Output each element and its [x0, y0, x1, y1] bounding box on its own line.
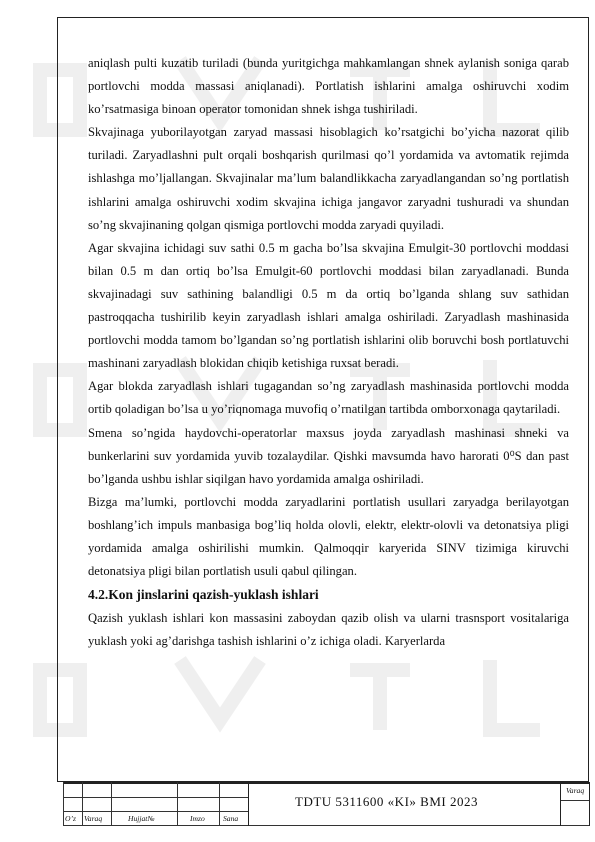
paragraph: Agar blokda zaryadlash ishlari tugagandan so’ng zaryadlash mashinasida portlovchi modda ortib qoladigan bo’lsa u yo’riqnomaga muvofiq o’rnatilgan tartibda omborxonaga qaytariladi.: [88, 379, 569, 417]
paragraph: Smena so’ngida haydovchi-operatorlar maxsus joyda zaryadlash mashinasi shneki va bunkerlarini suv yordamida yuvib tozalaydilar. Qishki mavsumda havo harorati 0⁰S dan past bo’lganda ushbu ishlar siqilgan havo yordamida amalga oshiriladi.: [88, 425, 569, 486]
paragraph: Skvajinaga yuborilayotgan zaryad massasi hisoblagich ko’rsatgichi bo’yicha nazorat qilib turiladi. Zaryadlashni pult orqali boshqarish qurilmasi qo’l yordamida va avtomatik rejimda ishlashga mo’ljallangan. Skvajinalar ma’lum balandlikkacha zaryadlangandan so’ng portlatish ishlarini amalga oshiruvchi xodim skvajina ichiga jangavor zaryadni tushuradi va shundan so’ng skvajinaning qolgan qismiga portlovchi modda zaryadi quyiladi.: [88, 125, 569, 232]
col-label-oz: O’z: [65, 814, 76, 823]
paragraph: Bizga ma’lumki, portlovchi modda zaryadlarini portlatish usullari zaryadga berilayotgan boshlang’ich impuls manbasiga bog’liq holda olovli, elektr, elektr-olovli va detonatsiya pligi yordamida amalga oshirilishi mumkin. Qalmoqqir karyerida SINV tizimiga kiruvchi detonatsiya pligi bilan portlatish usuli qabul qilingan.: [88, 494, 569, 579]
col-label-sana: Sana: [223, 814, 239, 823]
document-body: [88, 52, 569, 653]
col-label-imzo: Imzo: [190, 814, 205, 823]
sheet-label: Varaq: [566, 786, 585, 795]
paragraph: Agar skvajina ichidagi suv sathi 0.5 m gacha bo’lsa skvajina Emulgit-30 portlovchi moddasi bilan 0.5 m dan ortiq bo’lsa Emulgit-60 portlovchi moddasi bilan zaryadlanadi. Bunda skvajinadagi suv sathining balandligi 0.5 m da ortiq bo’lganda shlang suv sathidan pastroqqacha tushirilib keyin zaryadlash ishlari amalga oshiriladi. Zaryadlash mashinasida portlovchi modda tamom bo’lgandan so’ng portlatish ishlarini olib boruvchi bosh portlatuvchi mashinani zaryadlash blokidan chiqib ketishiga ruxsat beradi.: [88, 240, 569, 371]
document-code: TDTU 5311600 «KI» BMI 2023: [295, 794, 478, 809]
section-heading: 4.2.Kon jinslarini qazish-yuklash ishlari: [88, 587, 319, 603]
paragraph: Qazish yuklash ishlari kon massasini zaboydan qazib olish va ularni trasnsport vositalariga yuklash yoki ag’darishga tashish ishlarini o’z ichiga oladi. Karyerlarda: [88, 611, 569, 649]
col-label-varaq: Varaq: [84, 814, 103, 823]
col-label-hujjat: Hujjat№: [128, 814, 155, 823]
paragraph: aniqlash pulti kuzatib turiladi (bunda yuritgichga mahkamlangan shnek aylanish soniga qarab portlovchi modda massasi aniqlanadi). Portlatish ishlarini amalga oshiruvchi xodim ko’rsatmasiga binoan operator tomonidan shnek ishga tushiriladi.: [88, 56, 569, 117]
